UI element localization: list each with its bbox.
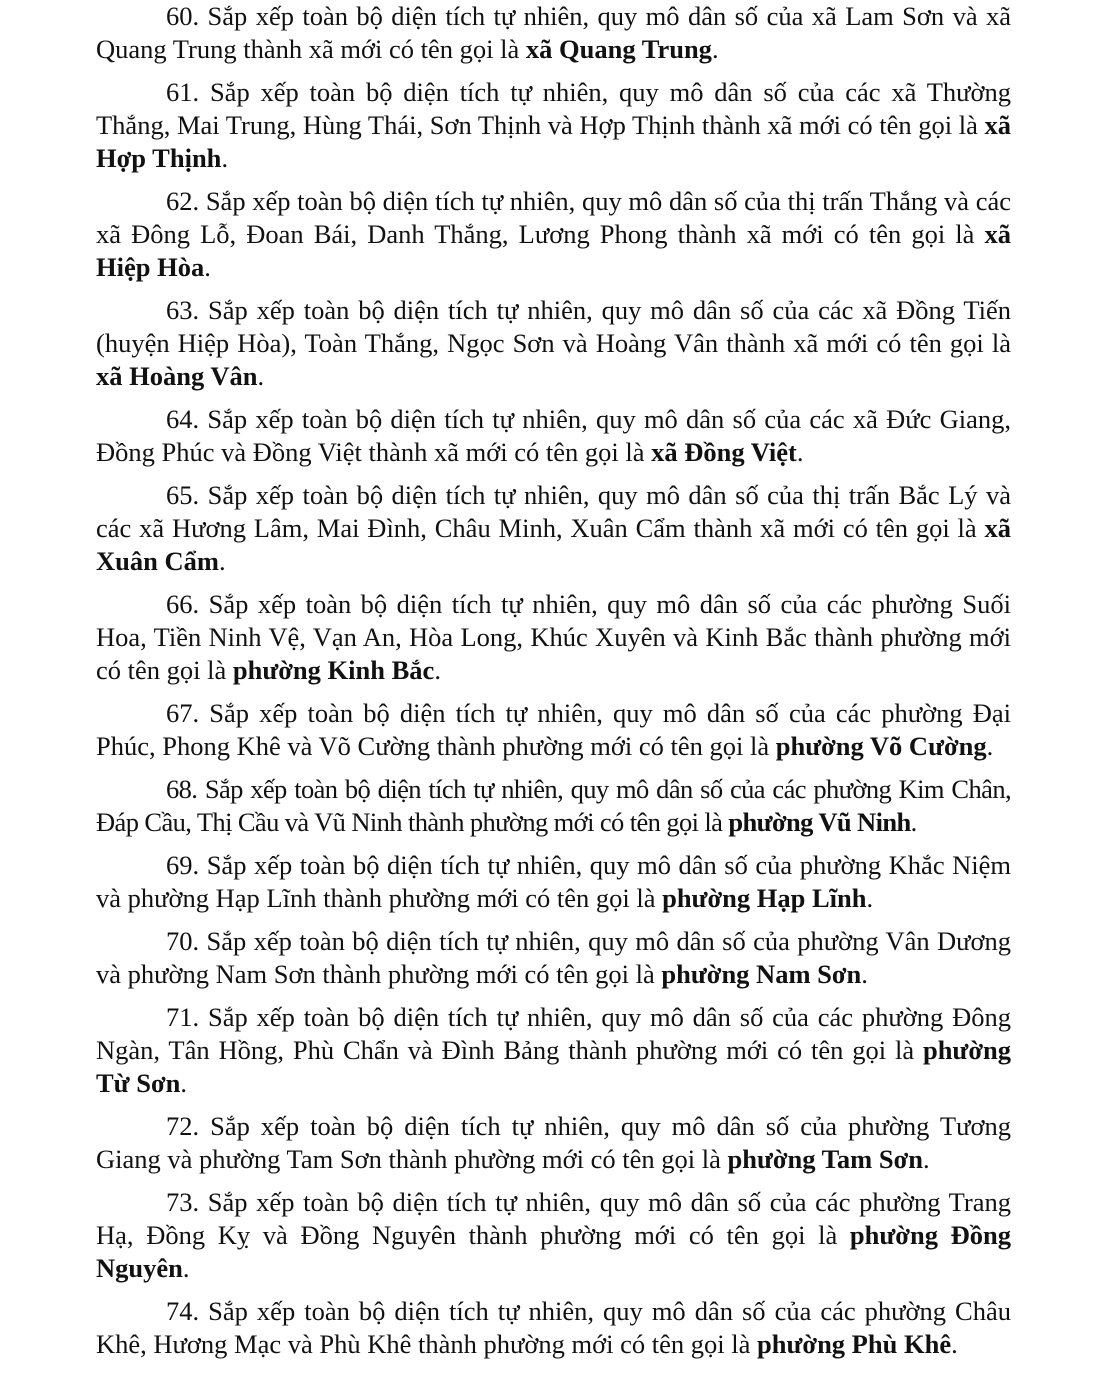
item-number: 74.: [166, 1296, 200, 1326]
paragraph-62: [96, 185, 1011, 284]
item-end: .: [861, 959, 868, 989]
new-unit-name: phường Hạp Lĩnh: [662, 883, 867, 913]
item-number: 66.: [166, 589, 200, 619]
item-end: .: [866, 883, 874, 913]
item-text: Sắp xếp toàn bộ diện tích tự nhiên, quy mô dân số của các phường Kim Chân, Đáp Cầu, Thị Cầu và Vũ Ninh thành phường mới có tên gọi là: [96, 774, 1011, 837]
item-number: 69.: [166, 850, 200, 880]
item-end: .: [434, 655, 441, 685]
item-text: Sắp xếp toàn bộ diện tích tự nhiên, quy mô dân số của phường Tương Giang và phường Tam Sơn thành phường mới có tên gọi là: [96, 1111, 1011, 1174]
item-end: .: [910, 807, 917, 837]
item-text: Sắp xếp toàn bộ diện tích tự nhiên, quy mô dân số của các phường Châu Khê, Hương Mạc và Phù Khê thành phường mới có tên gọi là: [96, 1296, 1011, 1359]
paragraph-73: [96, 1186, 1011, 1285]
item-text: Sắp xếp toàn bộ diện tích tự nhiên, quy mô dân số của các xã Thường Thắng, Mai Trung, Hùng Thái, Sơn Thịnh và Hợp Thịnh thành xã mới có tên gọi là: [96, 77, 1012, 140]
new-unit-name: xã Quang Trung: [525, 34, 712, 64]
item-text: Sắp xếp toàn bộ diện tích tự nhiên, quy mô dân số của phường Khắc Niệm và phường Hạp Lĩnh thành phường mới có tên gọi là: [96, 850, 1012, 913]
item-text: Sắp xếp toàn bộ diện tích tự nhiên, quy mô dân số của các phường Đại Phúc, Phong Khê và Võ Cường thành phường mới có tên gọi là: [96, 698, 1012, 761]
new-unit-name: phường Phù Khê: [757, 1329, 952, 1359]
new-unit-name: phường Từ Sơn: [96, 1035, 1011, 1098]
item-text: Sắp xếp toàn bộ diện tích tự nhiên, quy mô dân số của các phường Đông Ngàn, Tân Hồng, Phù Chẩn và Đình Bảng thành phường mới có tên gọi là: [96, 1002, 1012, 1065]
new-unit-name: phường Đồng Nguyên: [96, 1220, 1011, 1283]
item-end: .: [218, 546, 226, 576]
new-unit-name: xã Hoàng Vân: [96, 361, 258, 391]
paragraph-69: [96, 849, 1011, 915]
item-number: 67.: [166, 698, 200, 728]
new-unit-name: phường Võ Cường: [775, 731, 987, 761]
paragraph-65: [96, 479, 1011, 578]
paragraph-74: [96, 1295, 1011, 1361]
paragraph-68: [96, 773, 1011, 839]
item-text: Sắp xếp toàn bộ diện tích tự nhiên, quy mô dân số của các phường Trang Hạ, Đồng Kỵ và Đồng Nguyên thành phường mới có tên gọi là: [96, 1187, 1011, 1250]
item-text: Sắp xếp toàn bộ diện tích tự nhiên, quy mô dân số của thị trấn Thắng và các xã Đông Lỗ, Đoan Bái, Danh Thắng, Lương Phong thành xã mới có tên gọi là: [96, 186, 1011, 249]
item-end: .: [711, 34, 719, 64]
item-text: Sắp xếp toàn bộ diện tích tự nhiên, quy mô dân số của các xã Đồng Tiến (huyện Hiệp Hòa), Toàn Thắng, Ngọc Sơn và Hoàng Vân thành xã mới có tên gọi là: [96, 295, 1011, 358]
new-unit-name: xã Hiệp Hòa: [96, 219, 1011, 282]
item-number: 72.: [166, 1111, 200, 1141]
item-end: .: [182, 1253, 190, 1283]
new-unit-name: phường Vũ Ninh: [728, 807, 911, 837]
item-end: .: [204, 252, 211, 282]
item-number: 64.: [166, 404, 200, 434]
paragraph-70: [96, 925, 1011, 991]
item-number: 73.: [166, 1187, 200, 1217]
item-number: 71.: [166, 1002, 200, 1032]
item-end: .: [951, 1329, 958, 1359]
new-unit-name: phường Tam Sơn: [727, 1144, 924, 1174]
paragraph-66: [96, 588, 1011, 687]
item-text: Sắp xếp toàn bộ diện tích tự nhiên, quy mô dân số của xã Lam Sơn và xã Quang Trung thành xã mới có tên gọi là: [96, 1, 1012, 64]
paragraph-63: [96, 294, 1011, 393]
item-number: 70.: [166, 926, 200, 956]
item-end: .: [180, 1068, 187, 1098]
item-end: .: [796, 437, 804, 467]
paragraph-61: [96, 76, 1011, 175]
item-end: .: [923, 1144, 930, 1174]
item-end: .: [221, 143, 229, 173]
item-text: Sắp xếp toàn bộ diện tích tự nhiên, quy mô dân số của thị trấn Bắc Lý và các xã Hương Lâm, Mai Đình, Châu Minh, Xuân Cẩm thành xã mới có tên gọi là: [96, 480, 1011, 543]
item-number: 61.: [166, 77, 200, 107]
item-text: Sắp xếp toàn bộ diện tích tự nhiên, quy mô dân số của các xã Đức Giang, Đồng Phúc và Đồng Việt thành xã mới có tên gọi là: [96, 404, 1011, 467]
item-number: 62.: [166, 186, 200, 216]
paragraph-72: [96, 1110, 1011, 1176]
item-text: Sắp xếp toàn bộ diện tích tự nhiên, quy mô dân số của phường Vân Dương và phường Nam Sơn thành phường mới có tên gọi là: [96, 926, 1012, 989]
item-number: 60.: [166, 1, 200, 31]
paragraph-64: [96, 403, 1011, 469]
item-end: .: [257, 361, 265, 391]
item-end: .: [986, 731, 994, 761]
paragraph-67: [96, 697, 1011, 763]
paragraph-60: [96, 0, 1011, 66]
item-number: 63.: [166, 295, 200, 325]
item-number: 68.: [166, 774, 198, 804]
new-unit-name: xã Xuân Cẩm: [96, 513, 1011, 576]
new-unit-name: xã Đồng Việt: [651, 437, 797, 467]
new-unit-name: xã Hợp Thịnh: [96, 110, 1012, 173]
paragraph-71: [96, 1001, 1011, 1100]
new-unit-name: phường Nam Sơn: [661, 959, 862, 989]
item-text: Sắp xếp toàn bộ diện tích tự nhiên, quy mô dân số của các phường Suối Hoa, Tiền Ninh Vệ, Vạn An, Hòa Long, Khúc Xuyên và Kinh Bắc thành phường mới có tên gọi là: [96, 589, 1011, 685]
item-number: 65.: [166, 480, 200, 510]
new-unit-name: phường Kinh Bắc: [232, 655, 435, 685]
